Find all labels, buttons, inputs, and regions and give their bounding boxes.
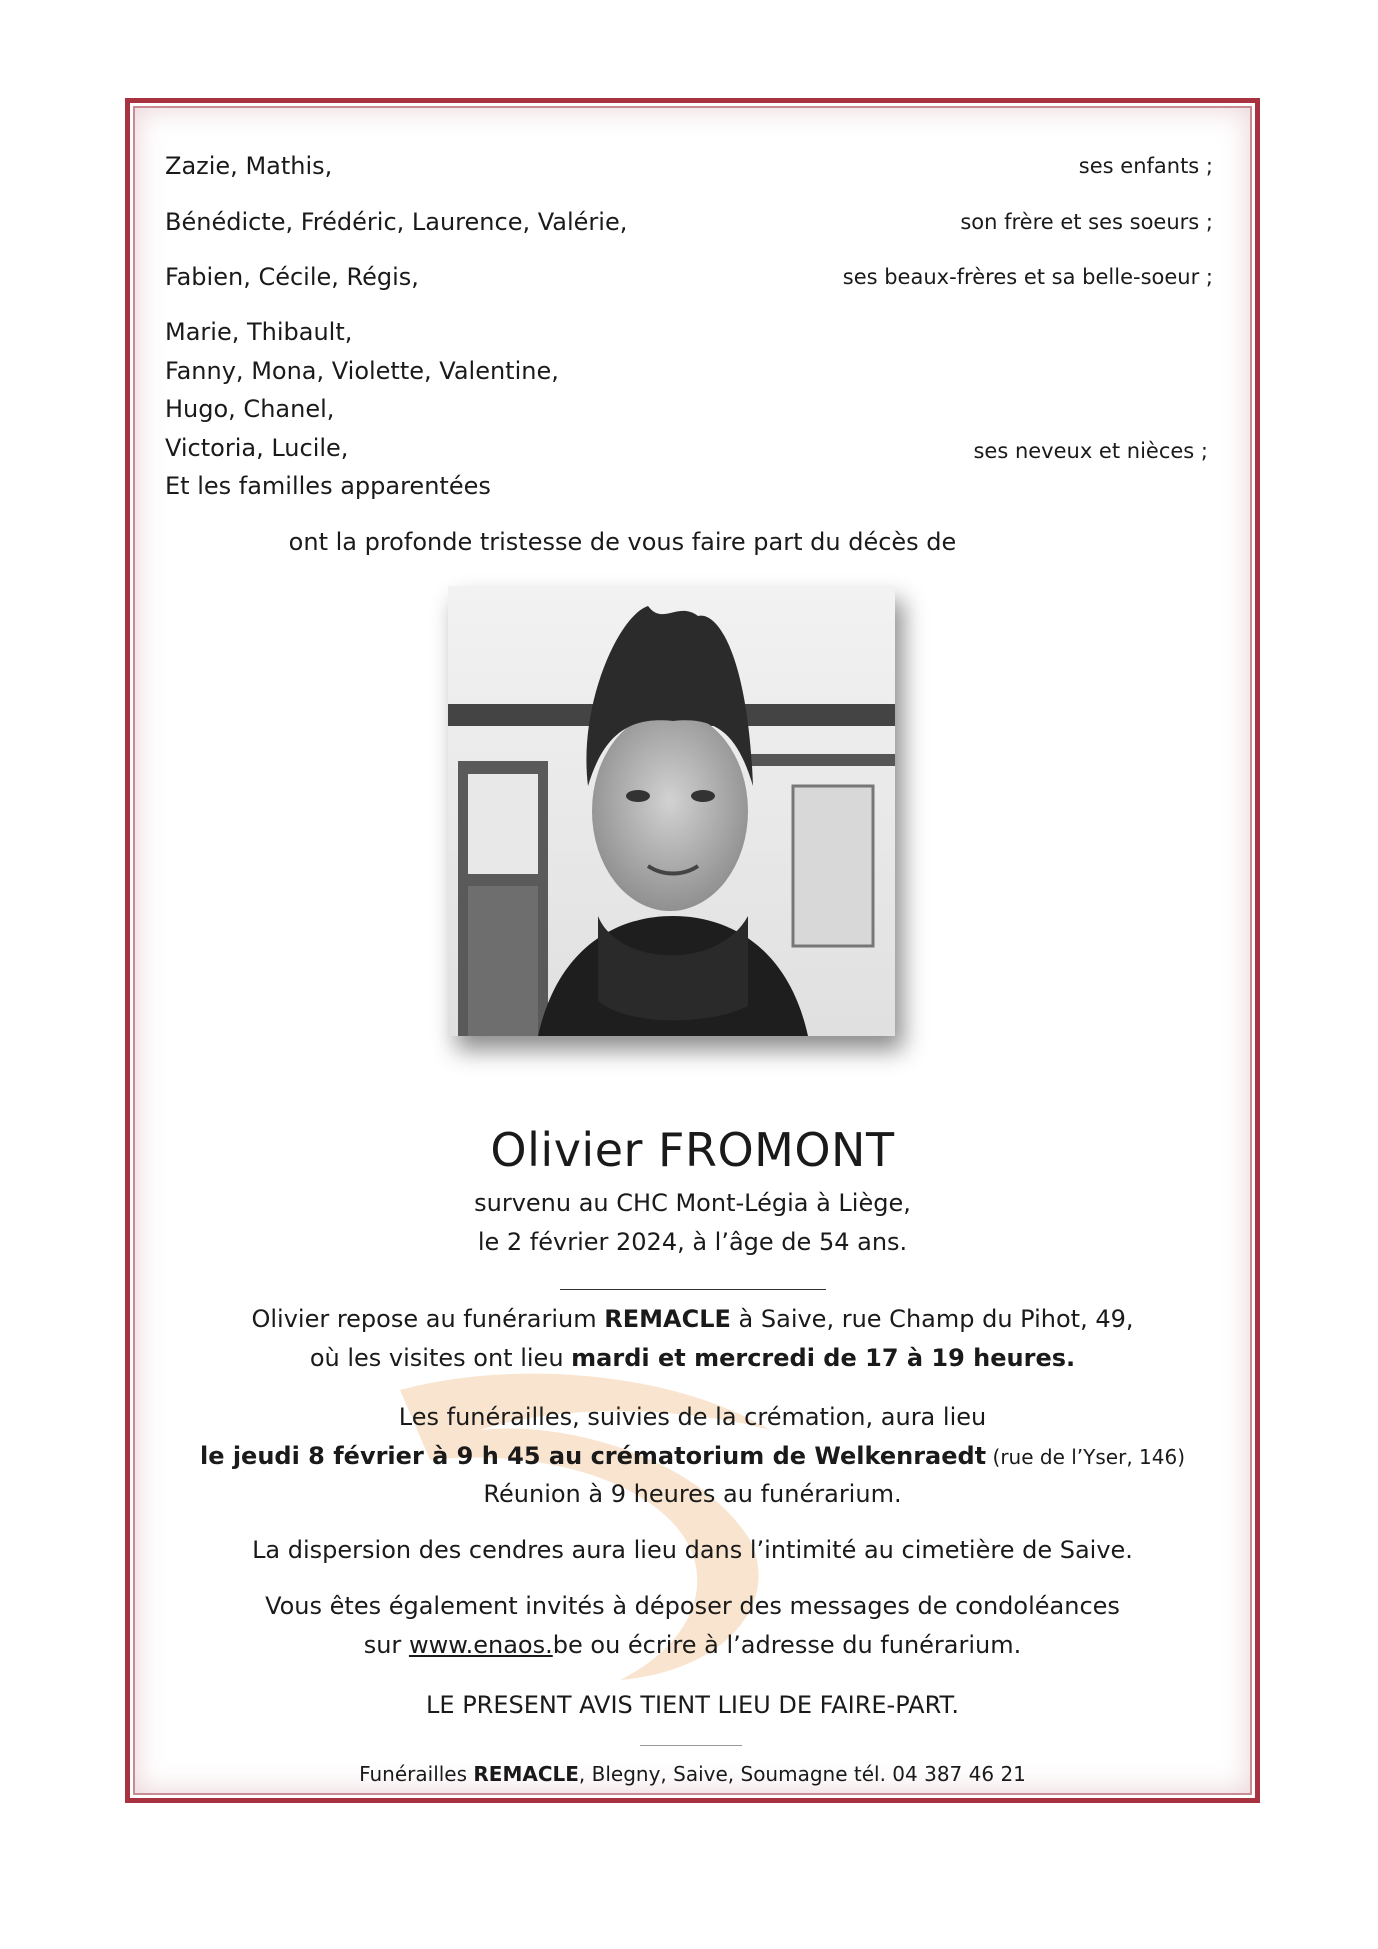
divider [560,1289,826,1290]
family-names: Bénédicte, Frédéric, Laurence, Valérie, [165,208,628,236]
website-link[interactable]: www.enaos. [408,1631,553,1659]
visit-line-2: où les visites ont lieu mardi et mercredi de 17 à 19 heures. [309,1344,1076,1372]
condolences-line-2: sur www.enaos.be ou écrire à l’adresse du funérarium. [363,1631,1022,1659]
nephews-relation: ses neveux et nièces ; [973,439,1208,463]
deceased-name: Olivier FROMONT [490,1123,895,1177]
family-names: Fabien, Cécile, Régis, [165,263,419,291]
dispersion-text: La dispersion des cendres aura lieu dans l’intimité au cimetière de Saive. [252,1536,1133,1564]
notice-text: LE PRESENT AVIS TIENT LIEU DE FAIRE-PART. [426,1691,959,1719]
family-relation: ses enfants ; [1078,154,1213,178]
nephews-relation-row [165,432,1213,470]
nephews-line: Hugo, Chanel, [165,395,335,423]
portrait-photo [448,586,895,1036]
visit-line-1: Olivier repose au funérarium REMACLE à Saive, rue Champ du Pihot, 49, [251,1305,1134,1333]
condolences-line-1: Vous êtes également invités à déposer des messages de condoléances [265,1592,1120,1620]
family-row [165,147,1213,185]
funeral-line-1: Les funérailles, suivies de la crémation, aura lieu [398,1403,987,1431]
funeral-line-2: le jeudi 8 février à 9 h 45 au crématorium de Welkenraedt (rue de l’Yser, 146) [199,1442,1186,1470]
nephews-line: Fanny, Mona, Violette, Valentine, [165,356,559,385]
nephews-block [165,313,559,506]
nephews-line: Victoria, Lucile, [165,433,349,462]
deceased-date: le 2 février 2024, à l’âge de 54 ans. [477,1228,908,1256]
announcement: ont la profonde tristesse de vous faire part du décès de [288,528,957,556]
family-row [165,258,1213,296]
family-names: Zazie, Mathis, [165,152,333,180]
family-row [165,203,1213,241]
footer: Funérailles REMACLE, Blegny, Saive, Soumagne tél. 04 387 46 21 [359,1762,1026,1786]
family-relation: son frère et ses soeurs ; [960,210,1213,234]
deceased-place: survenu au CHC Mont-Légia à Liège, [474,1189,911,1217]
family-relation: ses beaux-frères et sa belle-soeur ; [842,265,1213,289]
footer-divider [640,1745,742,1746]
nephews-line: Marie, Thibault, [165,318,353,346]
nephews-line: Et les familles apparentées [165,472,491,500]
funeral-line-3: Réunion à 9 heures au funérarium. [483,1480,902,1508]
